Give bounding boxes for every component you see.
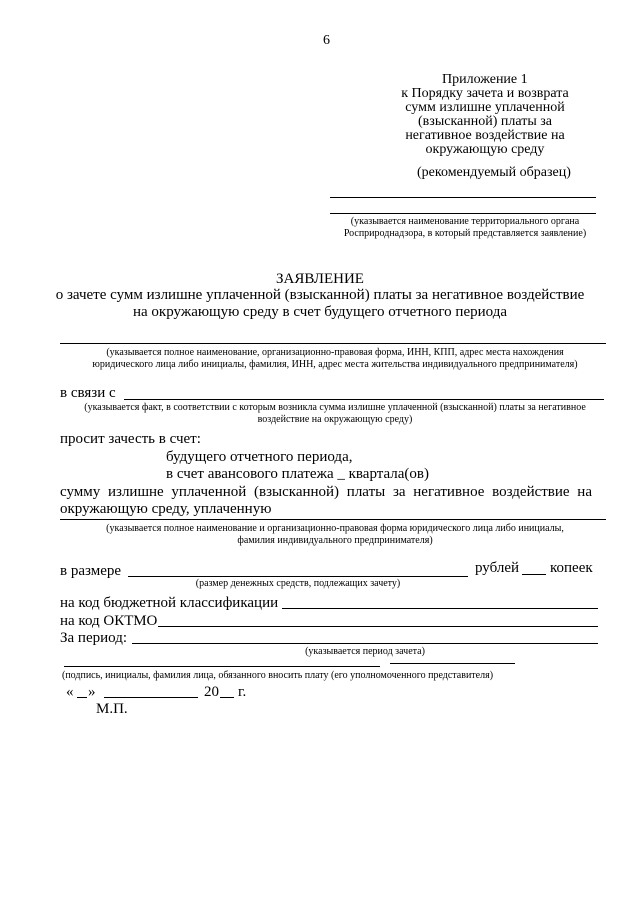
recipient-line (330, 213, 596, 214)
period-line (132, 643, 598, 644)
doc-title: ЗАЯВЛЕНИЕ (276, 271, 364, 287)
appendix-line: (взысканной) платы за (418, 114, 552, 129)
date-open-quote: « (66, 684, 74, 700)
oktmo-label: на код ОКТМО (60, 613, 158, 629)
applicant-caption: (указывается полное наименование, организационно-правовая форма, ИНН, КПП, адрес места нахождения (106, 347, 564, 358)
budget-code-line (282, 608, 598, 609)
reason-caption: (указывается факт, в соответствии с которым возникла сумма излишне уплаченной (взысканной) платы за негативное (84, 402, 586, 413)
date-close-quote: » (88, 684, 96, 700)
reason-line (124, 399, 604, 400)
budget-code-label: на код бюджетной классификации (60, 595, 279, 611)
appendix-line: к Порядку зачета и возврата (401, 86, 569, 101)
request-option: будущего отчетного периода, (166, 449, 353, 465)
recipient-caption: (указывается наименование территориального органа (350, 216, 580, 227)
doc-subtitle: на окружающую среду в счет будущего отчетного периода (133, 304, 507, 320)
amount-kop-label: копеек (550, 560, 593, 576)
request-body: окружающую среду, уплаченную (60, 501, 272, 517)
appendix-title: Приложение 1 (442, 72, 528, 87)
recipient-line (330, 197, 596, 198)
amount-label: в размере (60, 563, 122, 579)
date-day-line (77, 697, 87, 698)
applicant-caption: юридического лица либо инициалы, фамилия, ИНН, адрес места жительства индивидуального предпринимателя) (92, 359, 578, 370)
sample-note: (рекомендуемый образец) (417, 165, 571, 180)
date-month-line (104, 697, 198, 698)
applicant-line (60, 343, 606, 344)
doc-subtitle: о зачете сумм излишне уплаченной (взысканной) платы за негативное воздействие (55, 287, 585, 303)
appendix-line: негативное воздействие на (405, 128, 565, 143)
payer-caption: (указывается полное наименование и организационно-правовая форма юридического лица либо инициалы, (106, 523, 564, 534)
period-caption: (указывается период зачета) (305, 646, 425, 657)
request-body: сумму излишне уплаченной (взысканной) платы за негативное воздействие на (60, 484, 592, 500)
signature-line-short (390, 663, 515, 664)
date-year-suffix: г. (238, 684, 247, 700)
request-option: в счет авансового платежа _ квартала(ов) (166, 466, 429, 482)
oktmo-line (158, 626, 598, 627)
appendix-line: сумм излишне уплаченной (405, 100, 565, 115)
reason-caption: воздействие на окружающую среду) (257, 414, 413, 425)
appendix-line: окружающую среду (425, 142, 545, 157)
request-intro: просит зачесть в счет: (60, 431, 201, 447)
amount-rubles-line (128, 576, 468, 577)
page-number: 6 (323, 33, 330, 48)
payer-line (60, 519, 606, 520)
amount-kopeks-line (522, 574, 546, 575)
recipient-caption: Росприроднадзора, в который представляется заявление) (343, 228, 587, 239)
date-year-prefix: 20 (204, 684, 219, 700)
signature-caption: (подпись, инициалы, фамилия лица, обязанного вносить плату (его уполномоченного представителя) (62, 670, 494, 681)
amount-rub-label: рублей (475, 560, 520, 576)
date-year-line (220, 697, 234, 698)
signature-line (64, 666, 380, 667)
reason-label: в связи с (60, 385, 116, 401)
payer-caption: фамилия индивидуального предпринимателя) (237, 535, 433, 546)
stamp-label: М.П. (96, 701, 128, 717)
amount-caption: (размер денежных средств, подлежащих зачету) (195, 578, 401, 589)
period-label: За период: (60, 630, 128, 646)
